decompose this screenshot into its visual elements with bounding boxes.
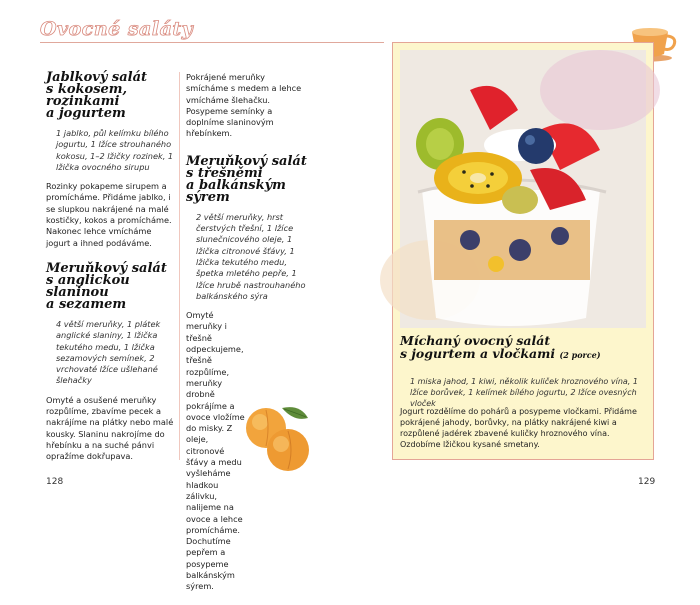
page-number-left: 128 — [46, 477, 64, 487]
header-rule — [40, 42, 384, 43]
left-column — [46, 72, 174, 475]
fruit-salad-photo — [400, 50, 646, 328]
page-number-right: 129 — [638, 477, 656, 487]
method-apple-salad: Rozinky pokapeme sirupem a promícháme. Přidáme jablko, i se slupkou nakrájené na malé kostičky, kokos a promícháme. Nakonec lehce vmícháme jogurt a ihned podáváme. — [46, 181, 172, 248]
ingredients-apricot-bacon: 4 větší meruňky, 1 plátek anglické slaniny, 1 lžička tekutého medu, 1 lžička sezamových semínek, 2 vrchovaté lžíce ušlehané šlehačky — [56, 318, 161, 386]
apricot-illustration — [234, 402, 320, 474]
ingredients-apricot-cherry: 2 větší meruňky, hrst čerstvých třešní, 1 lžíce slunečnicového oleje, 1 lžička citronové šťávy, 1 lžička tekutého medu, špetka mletého pepře, 1 lžíce hrubě nastrouhaného balkánského sýra — [196, 211, 306, 301]
middle-column — [186, 72, 308, 605]
method-apricot-bacon-continued: Pokrájené meruňky smícháme s medem a lehce vmícháme šlehačku. Posypeme semínky a doplníme slaninovým hřebínkem. — [186, 72, 302, 139]
method-apricot-bacon: Omyté a osušené meruňky rozpůlíme, zbavíme pecek a nakrájíme na plátky nebo malé kousky. Slaninu nakrojíme do hřebínku a na suché pánvi opražíme dokřupava. — [46, 394, 174, 462]
recipe-title-apricot-cherry: Meruňkový salát s třešněmi a balkánským sýrem — [186, 153, 307, 205]
column-divider — [179, 72, 180, 460]
method-apricot-cherry: Omyté meruňky i třešně odpeckujeme, třešně rozpůlíme, meruňky drobně pokrájíme a ovoce vložíme do misky. Z oleje, citronové šťávy a medu vyšleháme hladkou zálivku, nalijeme na ovoce a lehce promícháme. Dochutíme pepřem a posypeme balkánským sýrem. — [186, 310, 245, 592]
method-mixed-fruit: Jogurt rozdělíme do pohárů a posypeme vločkami. Přidáme pokrájené jahody, borůvky, na plátky nakrájené kiwi a rozpůlené jadérek zbavené kuličky hroznového vína. Ozdobíme lžičkou kysané smetany. — [400, 407, 637, 449]
section-title: Ovocné saláty — [40, 18, 194, 40]
recipe-title-mixed-fruit: Míchaný ovocný salát s jogurtem a vločkami (2 porce) — [400, 333, 601, 361]
portions-label: (2 porce) — [559, 350, 601, 360]
recipe-title-apple-salad: Jablkový salát s kokosem, rozinkami a jogurtem — [46, 70, 148, 121]
recipe-title-apricot-bacon: Meruňkový salát s anglickou slaninou a sezamem — [46, 260, 167, 312]
ingredients-mixed-fruit: 1 miska jahod, 1 kiwi, několik kuliček hroznového vína, 1 lžíce borůvek, 1 kelímek bílého jogurtu, 2 lžíce ovesných vloček — [410, 377, 638, 408]
ingredients-apple-salad: 1 jablko, půl kelímku bílého jogurtu, 1 lžíce strouhaného kokosu, 1–2 lžičky rozinek, 1 lžička ovocného sirupu — [56, 128, 174, 172]
